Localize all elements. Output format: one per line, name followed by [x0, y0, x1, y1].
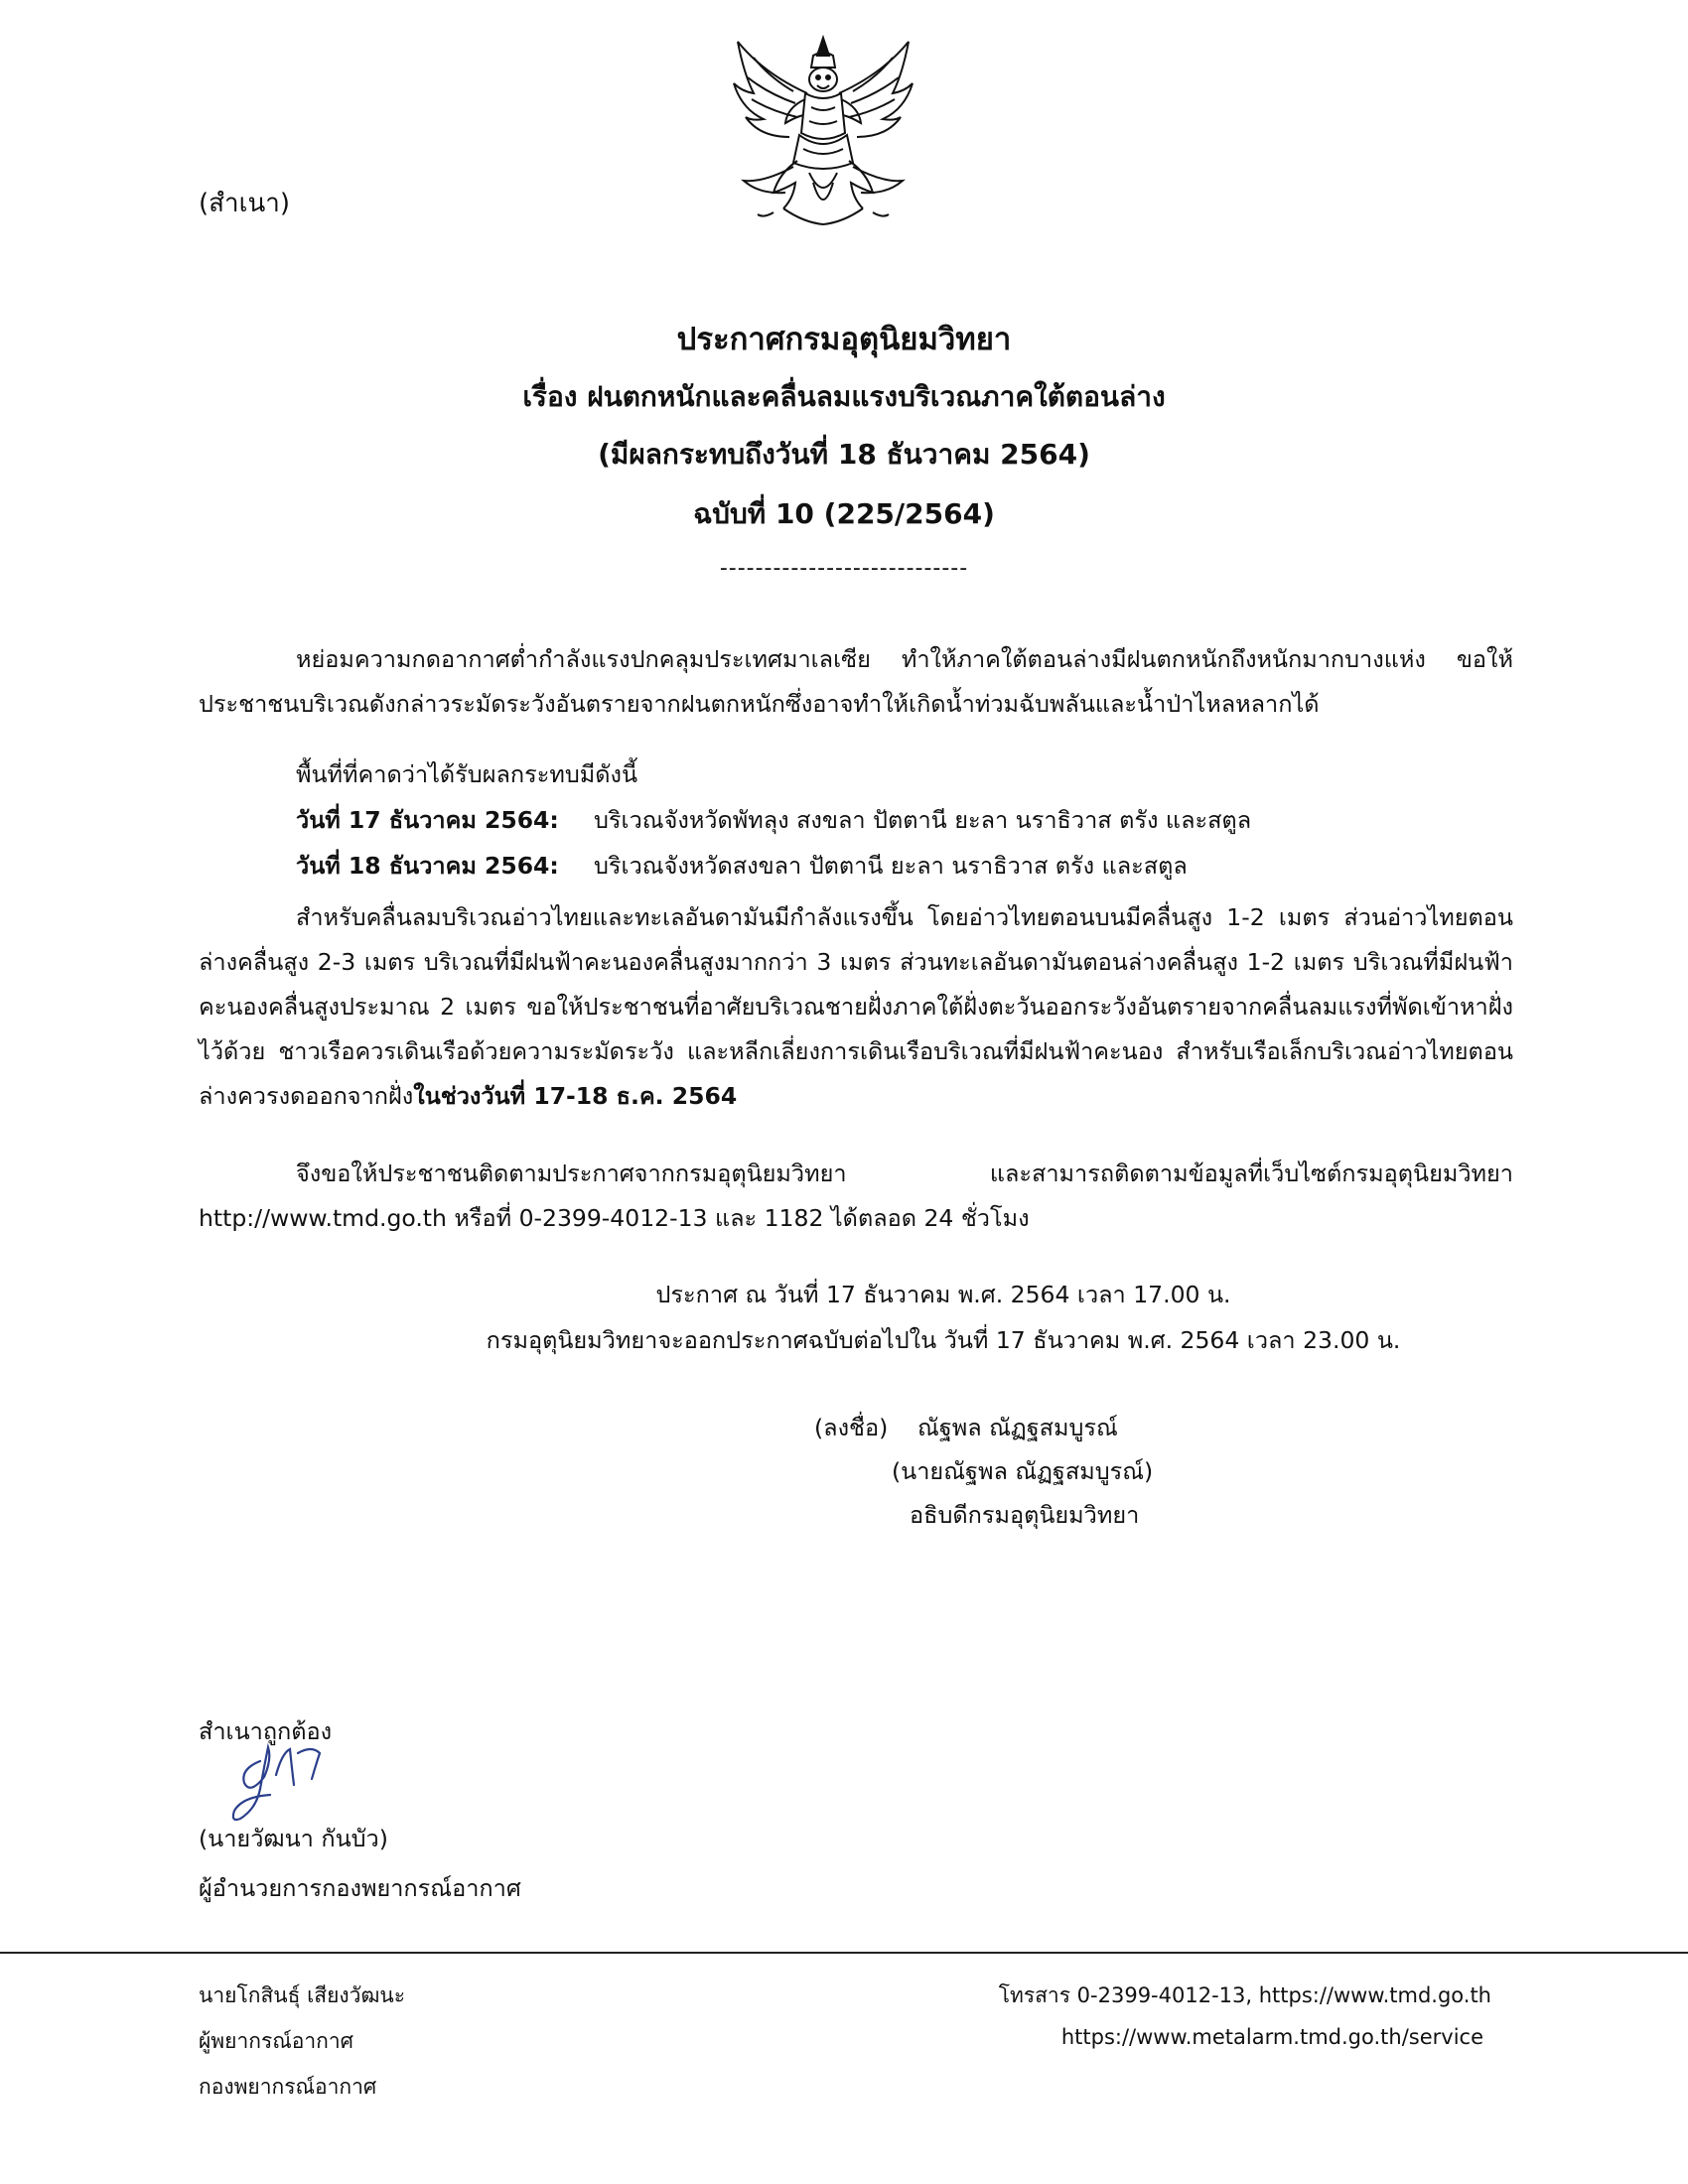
body-paragraph-3: [199, 1152, 1513, 1241]
area-date: วันที่ 18 ธันวาคม 2564:: [296, 852, 559, 880]
handwritten-signature-icon: [220, 1739, 332, 1825]
footer-division: กองพยากรณ์อากาศ: [199, 2075, 377, 2099]
para2-text: สำหรับคลื่นลมบริเวณอ่าวไทยและทะเลอันดามันมีกำลังแรงขึ้น โดยอ่าวไทยตอนบนมีคลื่นสูง 1-2 เมตร ส่วนอ่าวไทยตอนล่างคลื่นสูง 2-3 เมตร บริเวณที่มีฝนฟ้าคะนองคลื่นสูงมากกว่า 3 เมตร ส่วนทะเลอันดามันตอนล่างคลื่นสูง 1-2 เมตร บริเวณที่มีฝนฟ้าคะนองคลื่นสูงประมาณ 2 เมตร ขอให้ประชาชนที่อาศัยบริเวณชายฝั่งภาคใต้ฝั่งตะวันออกระวังอันตรายจากคลื่นลมแรงที่พัดเข้าหาฝั่งไว้ด้วย ชาวเรือควรเดินเรือด้วยความระมัดระวัง และหลีกเลี่ยงการเดินเรือบริเวณที่มีฝนฟ้าคะนอง สำหรับเรือเล็กบริเวณอ่าวไทยตอนล่างควรงดออกจากฝั่ง: [199, 903, 1513, 1110]
area-provinces: บริเวณจังหวัดพัทลุง สงขลา ปัตตานี ยะลา นราธิวาส ตรัง และสตูล: [594, 806, 1252, 834]
certifier-position: ผู้อำนวยการกองพยากรณ์อากาศ: [199, 1874, 521, 1902]
footer-service-url: https://www.metalarm.tmd.go.th/service: [1060, 2025, 1483, 2049]
signature-label: (ลงชื่อ): [814, 1414, 889, 1441]
effective-date: (มีผลกระทบถึงวันที่ 18 ธันวาคม 2564): [598, 438, 1090, 471]
affected-area-row: [296, 802, 1251, 839]
affected-areas-heading: พื้นที่ที่คาดว่าได้รับผลกระทบมีดังนี้: [296, 760, 638, 788]
body-paragraph-2: [199, 895, 1513, 1119]
separator-line: ----------------------------: [719, 556, 969, 581]
affected-area-row: [296, 848, 1188, 885]
para3-text: จึงขอให้ประชาชนติดตามประกาศจากกรมอุตุนิยมวิทยา และสามารถติดตามข้อมูลที่เว็บไซต์กรมอุตุนิยมวิทยา http://www.tmd.go.th หรือที่ 0-2399-4012-13 และ 1182 ได้ตลอด 24 ชั่วโมง: [199, 1160, 1513, 1232]
next-announcement: กรมอุตุนิยมวิทยาจะออกประกาศฉบับต่อไปใน วันที่ 17 ธันวาคม พ.ศ. 2564 เวลา 23.00 น.: [486, 1326, 1401, 1354]
body-paragraph-1: [199, 637, 1513, 727]
footer-divider: [0, 1952, 1688, 1954]
issue-number: ฉบับที่ 10 (225/2564): [693, 497, 995, 530]
document-title: ประกาศกรมอุตุนิยมวิทยา: [676, 322, 1012, 357]
signatory-position: อธิบดีกรมอุตุนิยมวิทยา: [910, 1501, 1140, 1529]
document-subject: เรื่อง ฝนตกหนักและคลื่นลมแรงบริเวณภาคใต้ตอนล่าง: [522, 380, 1166, 413]
copy-mark: (สำเนา): [199, 189, 291, 218]
footer-fax-website: โทรสาร 0-2399-4012-13, https://www.tmd.go.th: [998, 1983, 1491, 2007]
area-provinces: บริเวณจังหวัดสงขลา ปัตตานี ยะลา นราธิวาส ตรัง และสตูล: [594, 852, 1188, 880]
para2-bold-text: ในช่วงวันที่ 17-18 ธ.ค. 2564: [413, 1082, 738, 1110]
area-date: วันที่ 17 ธันวาคม 2564:: [296, 806, 559, 834]
announce-datetime: ประกาศ ณ วันที่ 17 ธันวาคม พ.ศ. 2564 เวลา 17.00 น.: [655, 1281, 1231, 1308]
signatory-full-name: (นายณัฐพล ณัฏฐสมบูรณ์): [892, 1457, 1154, 1485]
footer-forecaster-title: ผู้พยากรณ์อากาศ: [199, 2029, 353, 2053]
footer-forecaster-name: นายโกสินธุ์ เสียงวัฒนะ: [199, 1983, 406, 2007]
para1-text: หย่อมความกดอากาศต่ำกำลังแรงปกคลุมประเทศมาเลเซีย ทำให้ภาคใต้ตอนล่างมีฝนตกหนักถึงหนักมากบางแห่ง ขอให้ประชาชนบริเวณดังกล่าวระมัดระวังอันตรายจากฝนตกหนักซึ่งอาจทำให้เกิดน้ำท่วมฉับพลันและน้ำป่าไหลหลากได้: [199, 645, 1513, 718]
garuda-emblem-icon: [723, 34, 923, 232]
signatory-name: ณัฐพล ณัฏฐสมบูรณ์: [917, 1414, 1118, 1441]
certifier-name: (นายวัฒนา กันบัว): [199, 1825, 388, 1852]
certified-copy-label: สำเนาถูกต้อง: [199, 1717, 333, 1745]
